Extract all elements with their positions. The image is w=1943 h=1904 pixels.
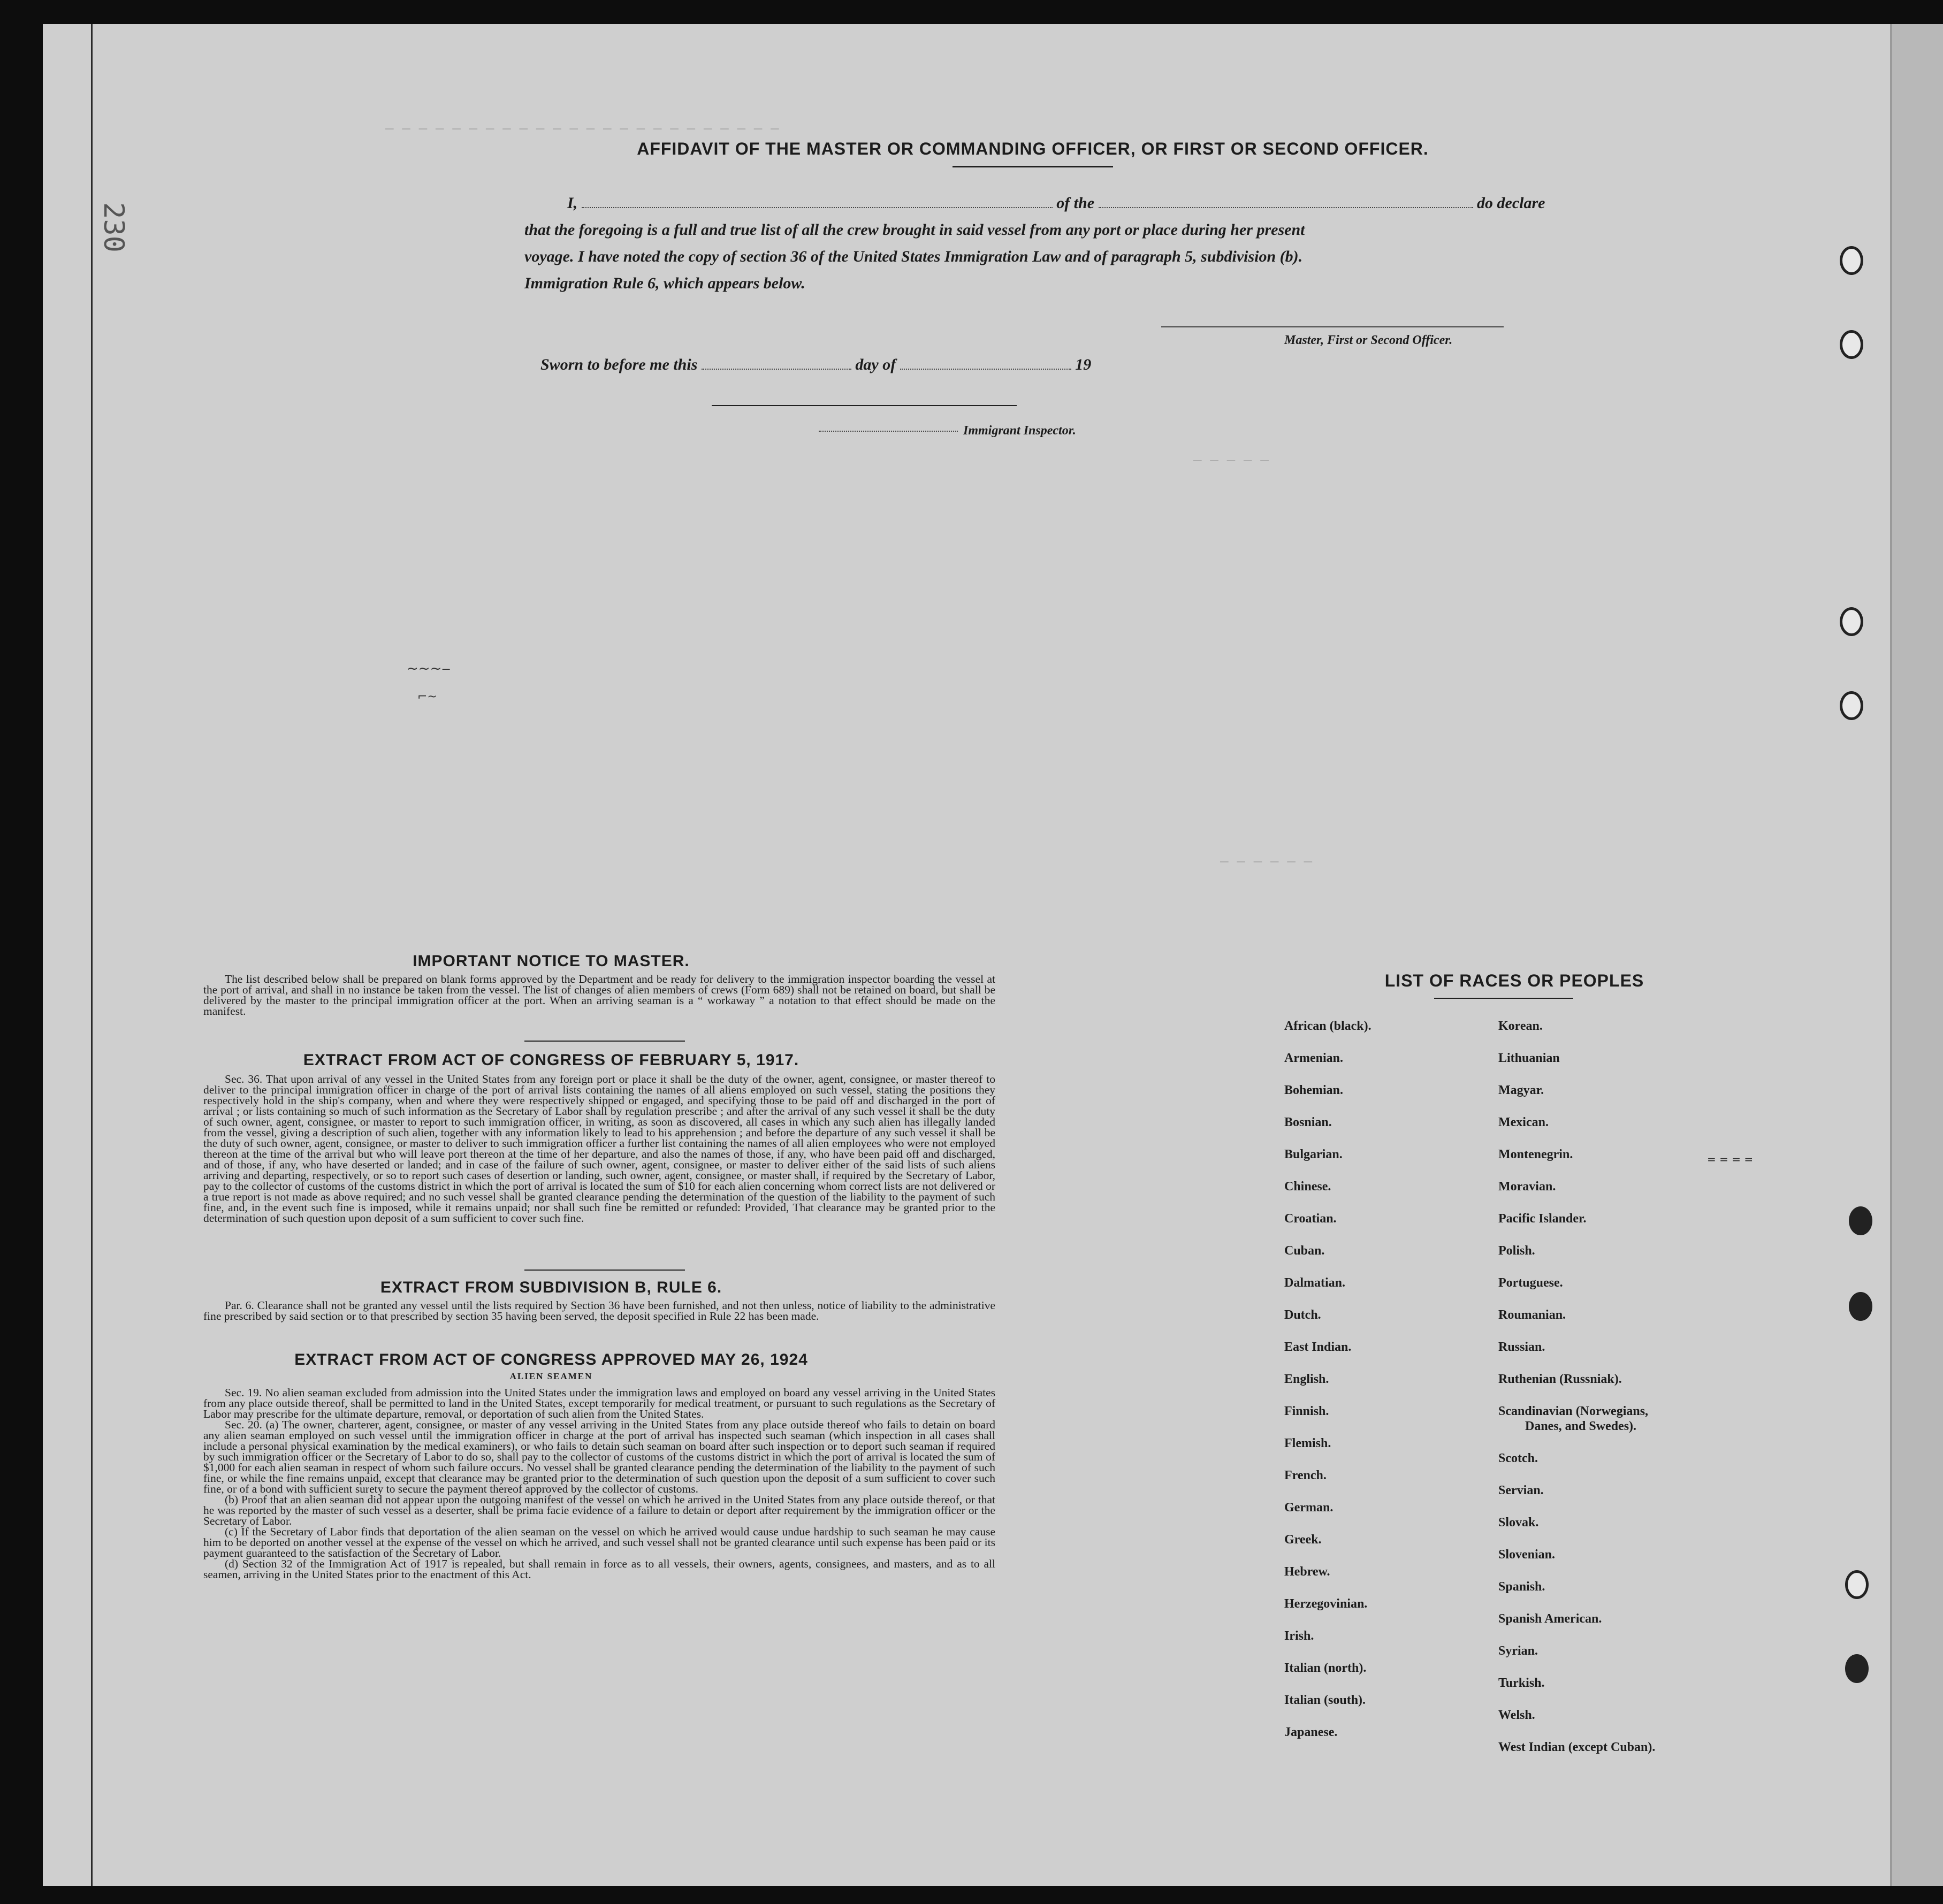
- punch-hole: [1840, 330, 1863, 359]
- extract-1924-sec-20b: (b) Proof that an alien seaman did not appear upon the outgoing manifest of the vessel on which he arrived in the United States from any place outside thereof, or that he was reported by the master of such vessel as a deserter, shall be prima facie evidence of a failure to detain or deport after requirement by the immigration officer or the Secretary of Labor.: [203, 1493, 995, 1527]
- race-item: Welsh.: [1498, 1708, 1535, 1722]
- extract-1917-paragraph: Sec. 36. That upon arrival of any vessel in the United States from any foreign port or place it shall be the duty of the owner, agent, consignee, or master thereof to deliver to the principal immigration officer in charge of the port of arrival lists containing the names of all aliens employed on such vessel, stating the positions they respectively hold in the ship's company, when and where they were respectively shipped or engaged, and specifying those to be paid off and discharged in the port of arrival ; or lists containing so much of such information as the Secretary of Labor shall by regulation prescribe ; and after the arrival of any such vessel it shall be the duty of such owner, agent, consignee, or master to report to such immigration officer, in writing, as soon as discovered, all cases in which any such alien has illegally landed from the vessel, giving a description of such alien, together with any information likely to lead to his apprehension ; and before the departure of any such vessel it shall be the duty of such owner, agent, consignee, or master to deliver to such immigration officer a further list containing the names of all alien employees who were not employed thereon at the time of the arrival but who will leave port thereon at the time of her departure, and also the names of those, if any, who have been paid off and discharged, and of those, if any, who have deserted or landed; and in case of the failure of such owner, agent, consignee, or master to deliver either of the said lists of such aliens arriving and departing, respectively, or so to report such cases of desertion or landing, such owner, agent, consignee, or master shall, if required by the Secretary of Labor, pay to the collector of customs of the customs district in which the port of arrival is located the sum of $10 for each alien concerning whom correct lists are not delivered or a true report is not made as above required; and no such vessel shall be granted clearance pending the determination of the question of the liability to the payment of such fine, and, in the event such fine is imposed, while it remains unpaid; nor shall such fine be remitted or refunded: Provided, That clearance may be granted prior to the determination of such question upon deposit of a sum sufficient to cover such fine.: [203, 1073, 995, 1225]
- punch-hole: [1840, 246, 1863, 275]
- race-item: Ruthenian (Russniak).: [1498, 1372, 1622, 1386]
- race-item: African (black).: [1284, 1019, 1371, 1033]
- race-item: Syrian.: [1498, 1644, 1538, 1658]
- race-item: Slovak.: [1498, 1516, 1539, 1530]
- race-item: Pacific Islander.: [1498, 1212, 1587, 1226]
- race-item: Croatian.: [1284, 1212, 1337, 1226]
- stamp-mark: = = = =: [1707, 1153, 1754, 1166]
- inspector-line: [819, 431, 958, 432]
- race-item: Bulgarian.: [1284, 1148, 1343, 1161]
- punch-hole: [1840, 691, 1863, 720]
- extract-1924-sec-20d: (d) Section 32 of the Immigration Act of 1917 is repealed, but shall remain in force as to all vessels, their owners, agents, consignees, and masters, and as to all seamen, arriving in the United States prior to the enactment of this Act.: [203, 1557, 995, 1581]
- sworn-line: [540, 356, 1091, 374]
- extract-1924-sec-20c: (c) If the Secretary of Labor finds that deportation of the alien seaman on the vessel on which he arrived would cause undue hardship to such seaman he may cause him to be deported on another vessel at the expense of the vessel on which he arrived, and such vessel shall not be granted clearance until such expense has been paid or its payment guaranteed to the satisfaction of the Secretary of Labor.: [203, 1525, 995, 1559]
- handwritten-mark: ~~~‒: [407, 661, 451, 677]
- race-item: Bosnian.: [1284, 1115, 1332, 1129]
- race-item: Scandinavian (Norwegians,: [1498, 1404, 1649, 1418]
- race-item: English.: [1284, 1372, 1329, 1386]
- signature-line: [1161, 326, 1504, 327]
- extract-1924-sec-20a: Sec. 20. (a) The owner, charterer, agent, consignee, or master of any vessel arriving in the United States from any place outside thereof who fails to detain on board any alien seaman employed on such vessel until the immigration officer in charge at the port of arrival has inspected such seaman (which inspection in all cases shall include a personal physical examination by the medical examiners), or who fails to detain such seaman on board after such inspection or to deport such seaman if required by such immigration officer or the Secretary of Labor to do so, shall pay to the collector of customs of the customs district in which the port of arrival is located the sum of $1,000 for each alien seaman in respect of whom such failure occurs. No vessel shall be granted clearance pending the determination of the liability to the payment of such fine, or while the fine remains unpaid, except that clearance may be granted prior to the determination of such question upon the deposit of a sum sufficient to cover such fine, or of a bond with sufficient surety to secure the payment thereof approved by the collector of customs.: [203, 1418, 995, 1495]
- notice-paragraph: The list described below shall be prepared on blank forms approved by the Department and be ready for delivery to the immigration inspector boarding the vessel at the port of arrival, and shall in no instance be taken from the vessel. The list of changes of alien members of crews (Form 689) shall not be retained on board, but shall be delivered by the master to the principal immigration officer at the port. When an arriving seaman is a “ workaway ” a notation to that effect should be made on the manifest.: [203, 973, 995, 1018]
- race-item: Herzegovinian.: [1284, 1597, 1368, 1611]
- officer-name-field: [582, 207, 1053, 208]
- race-item: Polish.: [1498, 1244, 1535, 1258]
- race-item: Greek.: [1284, 1533, 1322, 1547]
- race-item: Finnish.: [1284, 1404, 1329, 1418]
- race-item: Danes, and Swedes).: [1525, 1419, 1637, 1433]
- day-of-label: day of: [855, 356, 896, 373]
- races-title: LIST OF RACES OR PEOPLES: [1384, 971, 1644, 990]
- race-item: Roumanian.: [1498, 1308, 1566, 1322]
- race-item: Spanish American.: [1498, 1612, 1602, 1626]
- affidavit-of-the-label: of the: [1056, 194, 1095, 212]
- race-item: East Indian.: [1284, 1340, 1352, 1354]
- punch-hole: [1840, 607, 1863, 636]
- signature-caption: Master, First or Second Officer.: [1284, 333, 1453, 347]
- race-item: West Indian (except Cuban).: [1498, 1740, 1656, 1754]
- extract-1924-sec-19: Sec. 19. No alien seaman excluded from admission into the United States under the immigration laws and employed on board any vessel arriving in the United States from any place outside thereof, shall be permitted to land in the United States, except temporarily for medical treatment, or pursuant to such regulations as the Secretary of Labor may prescribe for the ultimate departure, removal, or deportation of such alien from the United States.: [203, 1386, 995, 1420]
- punch-hole: [1845, 1570, 1869, 1599]
- notice-title: IMPORTANT NOTICE TO MASTER.: [413, 952, 690, 970]
- race-item: Cuban.: [1284, 1244, 1325, 1258]
- race-item: Bohemian.: [1284, 1083, 1344, 1097]
- race-item: Japanese.: [1284, 1725, 1338, 1739]
- affidavit-title: AFFIDAVIT OF THE MASTER OR COMMANDING OFFICER, OR FIRST OR SECOND OFFICER.: [637, 139, 1429, 158]
- race-item: German.: [1284, 1501, 1334, 1515]
- affidavit-line-4: Immigration Rule 6, which appears below.: [524, 274, 805, 292]
- race-item: Montenegrin.: [1498, 1148, 1573, 1161]
- handwritten-mark: ⌐~: [417, 690, 437, 704]
- page-fold-line: [91, 24, 93, 1886]
- punch-hole: [1849, 1292, 1872, 1321]
- extract-1924-text: [203, 1387, 995, 1580]
- race-item: Dutch.: [1284, 1308, 1321, 1322]
- title-underline: [953, 166, 1113, 167]
- bleed-through-text: — — — — — —: [1220, 853, 1313, 869]
- inspector-caption: Immigrant Inspector.: [963, 424, 1076, 438]
- extract-1917-text: [203, 1074, 995, 1224]
- affidavit-declare-label: do declare: [1477, 194, 1545, 212]
- race-item: Russian.: [1498, 1340, 1545, 1354]
- race-item: Chinese.: [1284, 1180, 1331, 1194]
- race-item: Servian.: [1498, 1484, 1544, 1497]
- affidavit-line-1: [524, 194, 1568, 212]
- race-item: Turkish.: [1498, 1676, 1545, 1690]
- race-item: Flemish.: [1284, 1436, 1331, 1450]
- races-list: [1284, 1019, 1712, 1795]
- document-page: [43, 24, 1905, 1886]
- punch-hole: [1849, 1206, 1872, 1235]
- extract-rule-6-paragraph: Par. 6. Clearance shall not be granted any vessel until the lists required by Section 36 have been furnished, and not then unless, notice of liability to the administrative fine prescribed by said section or to that prescribed by section 35 having been served, the deposit specified in Rule 22 has been made.: [203, 1299, 995, 1322]
- bleed-through-text: — — — — — — — — — — — — — — — — — — — — — — — —: [385, 120, 779, 136]
- race-item: Korean.: [1498, 1019, 1543, 1033]
- sworn-day-field: [702, 369, 851, 370]
- extract-1924-title: EXTRACT FROM ACT OF CONGRESS APPROVED MAY 26, 1924: [294, 1351, 808, 1368]
- race-item: Portuguese.: [1498, 1276, 1563, 1290]
- race-item: Lithuanian: [1498, 1051, 1560, 1065]
- race-item: Spanish.: [1498, 1580, 1545, 1594]
- race-item: Armenian.: [1284, 1051, 1343, 1065]
- year-label: 19: [1075, 356, 1092, 373]
- race-item: Moravian.: [1498, 1180, 1556, 1194]
- race-item: Italian (north).: [1284, 1661, 1367, 1675]
- extract-1917-title: EXTRACT FROM ACT OF CONGRESS OF FEBRUARY 5, 1917.: [303, 1051, 799, 1069]
- race-item: Mexican.: [1498, 1115, 1549, 1129]
- race-item: Hebrew.: [1284, 1565, 1330, 1579]
- race-item: Slovenian.: [1498, 1548, 1556, 1562]
- section-divider: [524, 1270, 685, 1271]
- vessel-name-field: [1099, 207, 1473, 208]
- race-item: Magyar.: [1498, 1083, 1544, 1097]
- notice-text: [203, 974, 995, 1016]
- sworn-label: Sworn to before me this: [540, 356, 698, 373]
- sworn-month-field: [900, 369, 1071, 370]
- affidavit-i-label: I,: [567, 194, 578, 212]
- race-item: Scotch.: [1498, 1451, 1538, 1465]
- extract-rule-6-text: [203, 1300, 995, 1321]
- race-item: Dalmatian.: [1284, 1276, 1345, 1290]
- extract-1924-subtitle: ALIEN SEAMEN: [509, 1371, 593, 1381]
- section-divider: [524, 1041, 685, 1042]
- extract-rule-6-title: EXTRACT FROM SUBDIVISION B, RULE 6.: [380, 1279, 722, 1296]
- races-underline: [1434, 998, 1573, 999]
- affidavit-line-2: that the foregoing is a full and true list of all the crew brought in said vessel from any port or place during her present: [524, 221, 1305, 239]
- bleed-through-text: — — — — —: [1193, 452, 1269, 468]
- page-number-stamp: 230: [97, 202, 129, 253]
- page-edge: [1890, 24, 1943, 1886]
- race-item: French.: [1284, 1469, 1327, 1482]
- inspector-rule: [712, 405, 1017, 406]
- punch-hole: [1845, 1654, 1869, 1683]
- affidavit-line-3: voyage. I have noted the copy of section 36 of the United States Immigration Law and of paragraph 5, subdivision (b).: [524, 248, 1303, 265]
- race-item: Irish.: [1284, 1629, 1314, 1643]
- race-item: Italian (south).: [1284, 1693, 1366, 1707]
